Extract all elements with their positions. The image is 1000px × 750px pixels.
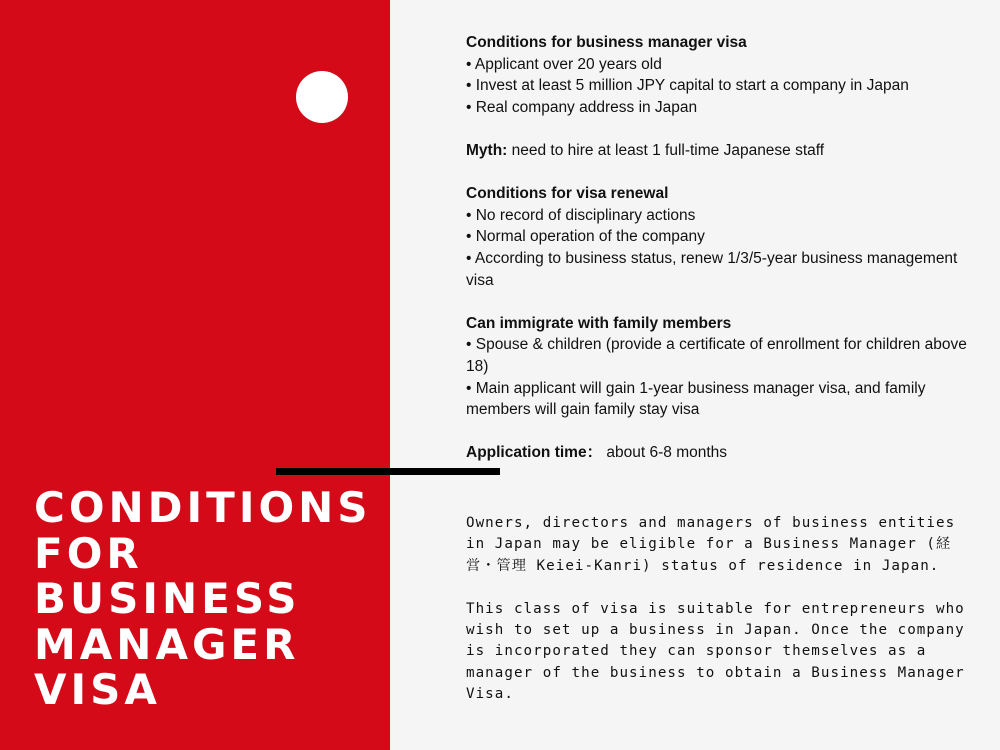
list-item: • Applicant over 20 years old [466, 55, 662, 73]
business-manager-conditions-section [466, 32, 976, 118]
list-item: • Normal operation of the company [466, 228, 705, 246]
description-block [466, 513, 981, 706]
description-paragraph: Owners, directors and managers of business entities in Japan may be eligible for a Business Manager (経営・管理 Keiei-Kanri) status of residence in Japan. [466, 515, 956, 574]
myth-text: need to hire at least 1 full-time Japanese staff [507, 141, 825, 159]
title-line: CONDITIONS [34, 483, 372, 532]
list-item: • According to business status, renew 1/3/5-year business management visa [466, 249, 958, 289]
horizontal-divider [276, 468, 500, 475]
conditions-block [466, 32, 976, 464]
list-item: • Main applicant will gain 1-year business manager visa, and family members will gain family stay visa [466, 379, 926, 419]
list-item: • Invest at least 5 million JPY capital to start a company in Japan [466, 77, 909, 95]
application-time-text: about 6-8 months [602, 444, 728, 462]
application-time-section [466, 442, 976, 464]
description-paragraph: This class of visa is suitable for entrepreneurs who wish to set up a business in Japan. Once the company is incorporated they can sponsor themselves as a manager of the business to obtain a Business Manager Visa. [466, 600, 965, 703]
title-line: FOR [34, 528, 143, 578]
title-line: VISA [34, 665, 161, 714]
page-title [34, 485, 384, 713]
myth-section [466, 140, 976, 162]
list-item: • No record of disciplinary actions [466, 206, 696, 224]
family-section [466, 313, 976, 421]
section-heading: Can immigrate with family members [466, 314, 732, 332]
white-circle-decoration [296, 71, 348, 123]
section-heading: Conditions for visa renewal [466, 185, 669, 203]
section-heading: Conditions for business manager visa [466, 34, 747, 51]
application-time-label: Application time： [466, 444, 603, 462]
list-item: • Spouse & children (provide a certificate of enrollment for children above 18) [466, 336, 967, 375]
myth-label: Myth: [466, 141, 508, 159]
title-line: MANAGER [34, 619, 300, 669]
renewal-conditions-section [466, 183, 976, 291]
title-line: BUSINESS [34, 574, 301, 623]
list-item: • Real company address in Japan [466, 98, 698, 116]
